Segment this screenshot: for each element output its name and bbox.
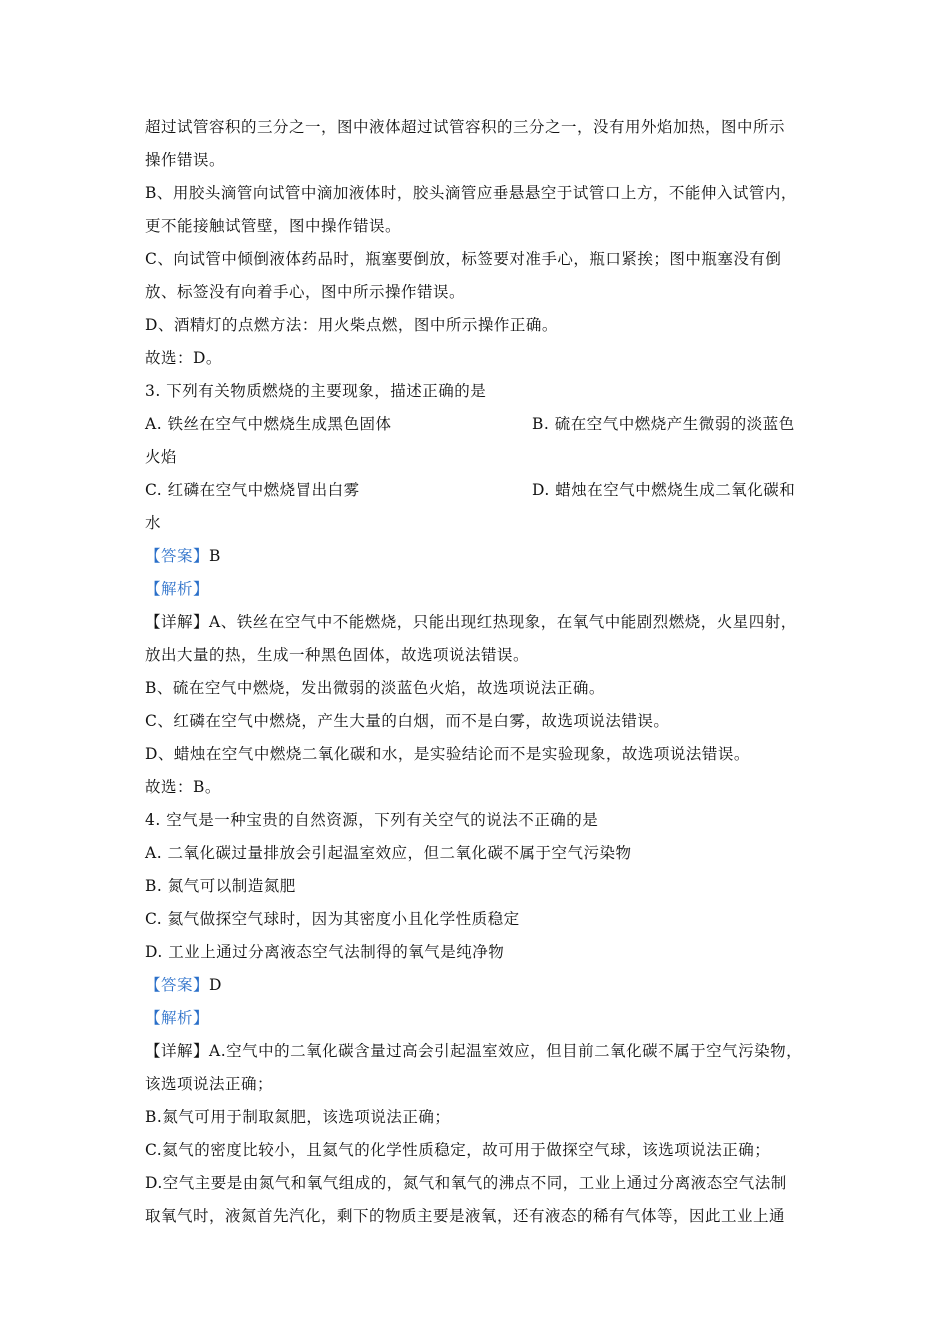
q3-option-b-cont: 火焰: [145, 448, 178, 466]
text-line: D、蜡烛在空气中燃烧二氧化碳和水，是实验结论而不是实验现象，故选项说法错误。: [145, 745, 750, 763]
answer-value: D: [209, 976, 222, 994]
text-line: 操作错误。: [145, 151, 226, 169]
q3-option-c: C. 红磷在空气中燃烧冒出白雾: [145, 481, 360, 499]
text-line: 放、标签没有向着手心，图中所示操作错误。: [145, 283, 466, 301]
answer-value: B: [209, 547, 221, 565]
q4-option-c: C. 氦气做探空气球时，因为其密度小且化学性质稳定: [145, 910, 520, 928]
text-line: 故选：D。: [145, 349, 222, 367]
detail-tag: 【详解】: [145, 613, 210, 631]
q3-detail: [145, 612, 797, 632]
text-line: 取氧气时，液氮首先汽化，剩下的物质主要是液氧，还有液态的稀有气体等，因此工业上通: [145, 1207, 786, 1225]
q3-option-d-cont: 水: [145, 514, 162, 532]
text-line: D.空气主要是由氮气和氧气组成的，氮气和氧气的沸点不同，工业上通过分离液态空气法制: [145, 1174, 787, 1192]
q3-analysis-tag: 【解析】: [145, 580, 210, 598]
text-line: C.氦气的密度比较小，且氦气的化学性质稳定，故可用于做探空气球，该选项说法正确；: [145, 1141, 771, 1159]
q3-conclusion: 故选：B。: [145, 778, 221, 796]
detail-text: A、铁丝在空气中不能燃烧，只能出现红热现象，在氧气中能剧烈燃烧，火星四射，: [209, 613, 797, 631]
text-line: C、向试管中倾倒液体药品时，瓶塞要倒放，标签要对准手心，瓶口紧挨；图中瓶塞没有倒: [145, 250, 782, 268]
question-3: 3. 下列有关物质燃烧的主要现象，描述正确的是: [145, 382, 487, 400]
q3-option-b: B. 硫在空气中燃烧产生微弱的淡蓝色: [532, 415, 795, 433]
q4-option-a: A. 二氧化碳过量排放会引起温室效应，但二氧化碳不属于空气污染物: [145, 844, 632, 862]
answer-tag: 【答案】: [145, 976, 210, 994]
q3-option-d: D. 蜡烛在空气中燃烧生成二氧化碳和: [532, 481, 796, 499]
text-line: 放出大量的热，生成一种黑色固体，故选项说法错误。: [145, 646, 530, 664]
text-line: 超过试管容积的三分之一，图中液体超过试管容积的三分之一，没有用外焰加热，图中所示: [145, 118, 786, 136]
answer-tag: 【答案】: [145, 547, 210, 565]
text-line: D、酒精灯的点燃方法：用火柴点燃，图中所示操作正确。: [145, 316, 558, 334]
q4-answer: [145, 975, 222, 995]
detail-text: A.空气中的二氧化碳含量过高会引起温室效应，但目前二氧化碳不属于空气污染物，: [209, 1042, 803, 1060]
q3-answer: [145, 546, 221, 566]
q4-detail: [145, 1041, 802, 1061]
q4-option-d: D. 工业上通过分离液态空气法制得的氧气是纯净物: [145, 943, 505, 961]
q4-option-b: B. 氮气可以制造氮肥: [145, 877, 296, 895]
text-line: C、红磷在空气中燃烧，产生大量的白烟，而不是白雾，故选项说法错误。: [145, 712, 670, 730]
q4-analysis-tag: 【解析】: [145, 1009, 210, 1027]
q3-option-a: A. 铁丝在空气中燃烧生成黑色固体: [145, 415, 392, 433]
text-line: B、硫在空气中燃烧，发出微弱的淡蓝色火焰，故选项说法正确。: [145, 679, 605, 697]
detail-tag: 【详解】: [145, 1042, 210, 1060]
text-line: 该选项说法正确；: [145, 1075, 274, 1093]
text-line: B.氮气可用于制取氮肥，该选项说法正确；: [145, 1108, 451, 1126]
text-line: B、用胶头滴管向试管中滴加液体时，胶头滴管应垂悬悬空于试管口上方，不能伸入试管内，: [145, 184, 797, 202]
question-4: 4. 空气是一种宝贵的自然资源，下列有关空气的说法不正确的是: [145, 811, 599, 829]
text-line: 更不能接触试管壁，图中操作错误。: [145, 217, 402, 235]
